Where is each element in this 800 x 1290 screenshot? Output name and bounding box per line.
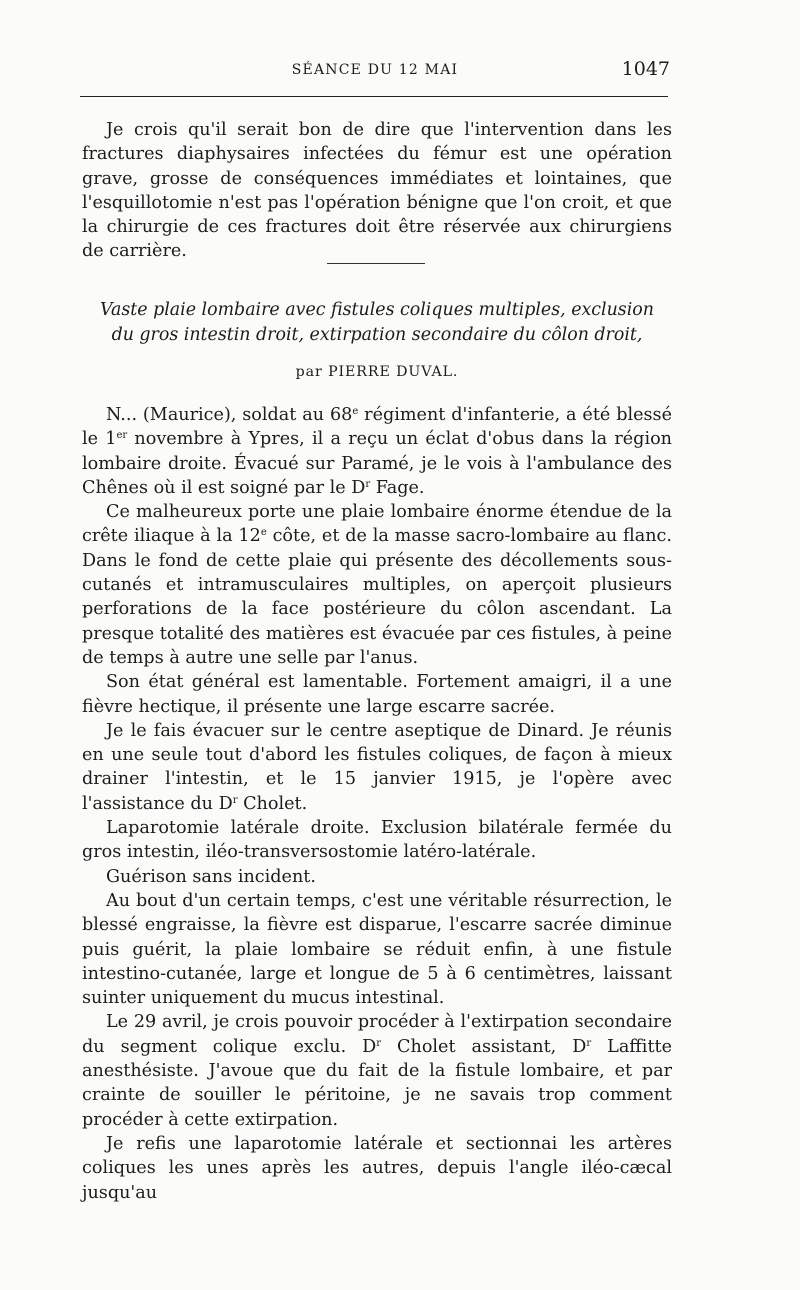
article-byline: par PIERRE DUVAL. (295, 364, 459, 380)
article-title-line-2: du gros intestin droit, extirpation secondaire du côlon droit, (111, 325, 643, 345)
section-separator (327, 263, 425, 264)
text-span: Cholet. (237, 793, 308, 814)
text-span: Je le fais évacuer sur le centre aseptique de Dinard. Je réunis en une seule tout d'abord les fistules coliques, de façon à mieux drainer l'intestin, et le 15 janvier 1915, je l'opère avec l'assistance du D (82, 720, 672, 814)
paragraph-3: Son état général est lamentable. Fortement amaigri, il a une fièvre hectique, il présente une large escarre sacrée. (82, 672, 672, 717)
paragraph-2 (82, 500, 672, 670)
text-span: Ce malheureux porte une plaie lombaire énorme étendue de la crête iliaque à la 12 (82, 502, 672, 547)
superscript: r (586, 1037, 592, 1049)
article-title-line-1: Vaste plaie lombaire avec fistules coliques multiples, exclusion (100, 300, 654, 320)
superscript: e (352, 406, 359, 417)
superscript: r (376, 1037, 382, 1049)
header-rule (80, 96, 668, 97)
text-span: Cholet assistant, D (381, 1036, 587, 1057)
paragraph-8 (82, 1010, 672, 1131)
text-span: Fage. (370, 477, 425, 498)
intro-section (82, 118, 672, 264)
paragraph-6: Guérison sans incident. (106, 866, 316, 887)
article-body (82, 403, 672, 1205)
text-span: Le 29 avril, je crois pouvoir procéder à l'extirpation secondaire du segment colique exclu. D (82, 1012, 672, 1057)
superscript: er (116, 430, 128, 442)
intro-paragraph: Je crois qu'il serait bon de dire que l'intervention dans les fractures diaphysaires infectées du fémur est une opération grave, grosse de conséquences immédiates et lointaines, que l'esquillotomie n'est pas l'opération bénigne que l'on croit, et que la chirurgie de ces fractures doit être réservée aux chirurgiens de carrière. (82, 120, 672, 262)
text-span: côte, et de la masse sacro-lombaire au flanc. Dans le fond de cette plaie qui présente des décollements sous-cutanés et intramusculaires multiples, on aperçoit plusieurs perforations de la face postérieure du côlon ascendant. La presque totalité des matières est évacuée par ces fistules, à peine de temps à autre une selle par l'anus. (82, 526, 673, 668)
superscript: e (260, 527, 267, 539)
text-span: novembre à Ypres, il a reçu un éclat d'obus dans la région lombaire droite. Évacué sur Paramé, je le vois à l'ambulance des Chênes où il est soigné par le D (82, 429, 672, 498)
paragraph-9: Je refis une laparotomie latérale et sectionnai les artères coliques les unes après les autres, depuis l'angle iléo-cæcal jusqu'au (82, 1133, 672, 1203)
text-span: Laffitte anesthésiste. J'avoue que du fait de la fistule lombaire, et par crainte de souiller le péritoine, je ne savais trop comment procéder à cette extirpation. (82, 1036, 672, 1130)
paragraph-4 (82, 719, 672, 816)
running-title: SÉANCE DU 12 MAI (291, 62, 459, 78)
article-title (82, 298, 672, 348)
text-span: N... (Maurice), soldat au 68 (106, 405, 353, 425)
page-header (80, 58, 670, 88)
paragraph-1 (82, 403, 672, 500)
paragraph-7: Au bout d'un certain temps, c'est une véritable résurrection, le blessé engraisse, la fièvre est disparue, l'escarre sacrée diminue puis guérit, la plaie lombaire se réduit enfin, à une fistule intestino-cutanée, large et longue de 5 à 6 centimètres, laissant suinter uniquement du mucus intestinal. (82, 890, 672, 1009)
page-number: 1047 (621, 58, 670, 80)
superscript: r (365, 478, 371, 490)
superscript: r (232, 794, 238, 806)
paragraph-5: Laparotomie latérale droite. Exclusion bilatérale fermée du gros intestin, iléo-transversostomie latéro-latérale. (82, 818, 672, 863)
text-span: régiment d'infanterie, a été blessé le 1 (82, 405, 672, 450)
